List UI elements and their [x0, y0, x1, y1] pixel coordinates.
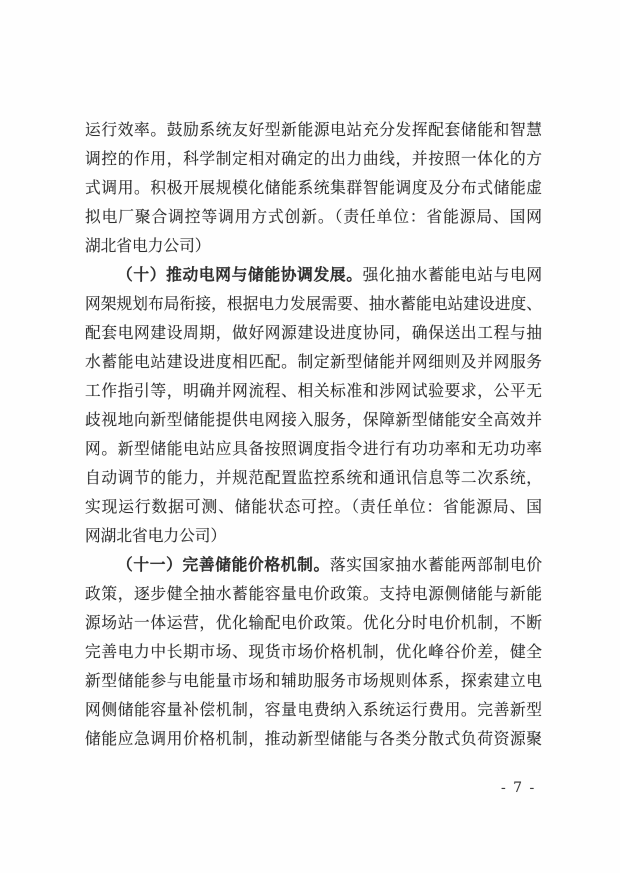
body-text: 运行效率。鼓励系统友好型新能源电站充分发挥配套储能和智慧	[85, 120, 542, 139]
body-text: 水蓄能电站建设进度相匹配。制定新型储能并网细则及并网服务	[85, 352, 542, 371]
body-text: 政策，逐步健全抽水蓄能容量电价政策。支持电源侧储能与新能	[85, 584, 542, 603]
document-line	[85, 666, 542, 695]
body-text: 工作指引等，明确并网流程、相关标准和涉网试验要求，公平无	[85, 381, 542, 400]
document-line	[85, 463, 542, 492]
document-line	[85, 202, 542, 231]
document-line	[85, 289, 542, 318]
document-line	[85, 231, 542, 260]
document-line	[85, 115, 542, 144]
document-line	[85, 579, 542, 608]
body-text: 网湖北省电力公司）	[85, 526, 227, 545]
body-text: 强化抽水蓄能电站与电网	[362, 265, 543, 284]
document-line	[85, 260, 542, 289]
document-line	[85, 347, 542, 376]
section-heading-text: （十一）完善储能价格机制。	[117, 555, 330, 574]
page-number: - 7 -	[501, 780, 536, 796]
body-text: 式调用。积极开展规模化储能系统集群智能调度及分布式储能虚	[85, 178, 542, 197]
document-body	[85, 115, 542, 753]
body-text: 调控的作用，科学制定相对确定的出力曲线，并按照一体化的方	[85, 149, 542, 168]
body-text: 网架规划布局衔接，根据电力发展需要、抽水蓄能电站建设进度、	[85, 294, 542, 313]
body-text: 配套电网建设周期，做好网源建设进度协同，确保送出工程与抽	[85, 323, 542, 342]
document-line	[85, 724, 542, 753]
body-text: 拟电厂聚合调控等调用方式创新。（责任单位：省能源局、国网	[85, 207, 542, 226]
body-text: 自动调节的能力，并规范配置监控系统和通讯信息等二次系统，	[85, 468, 542, 487]
document-line	[85, 376, 542, 405]
body-text: 完善电力中长期市场、现货市场价格机制，优化峰谷价差，健全	[85, 642, 542, 661]
body-text: 湖北省电力公司）	[85, 236, 211, 255]
body-text: 储能应急调用价格机制，推动新型储能与各类分散式负荷资源聚	[85, 729, 542, 748]
body-text: 歧视地向新型储能提供电网接入服务，保障新型储能安全高效并	[85, 410, 542, 429]
document-line	[85, 318, 542, 347]
document-line	[85, 637, 542, 666]
document-line	[85, 521, 542, 550]
document-line	[85, 492, 542, 521]
body-text: 网。新型储能电站应具备按照调度指令进行有功功率和无功功率	[85, 439, 542, 458]
body-text: 源场站一体运营，优化输配电价政策。优化分时电价机制，不断	[85, 613, 542, 632]
section-heading-text: （十）推动电网与储能协调发展。	[117, 265, 363, 284]
document-line	[85, 173, 542, 202]
document-line	[85, 405, 542, 434]
document-line	[85, 434, 542, 463]
body-text: 落实国家抽水蓄能两部制电价	[329, 555, 543, 574]
body-text: 新型储能参与电能量市场和辅助服务市场规则体系，探索建立电	[85, 671, 542, 690]
document-line	[85, 608, 542, 637]
document-line	[85, 695, 542, 724]
body-text: 实现运行数据可测、储能状态可控。（责任单位：省能源局、国	[85, 497, 542, 516]
document-line	[85, 550, 542, 579]
document-line	[85, 144, 542, 173]
body-text: 网侧储能容量补偿机制，容量电费纳入系统运行费用。完善新型	[85, 700, 542, 719]
